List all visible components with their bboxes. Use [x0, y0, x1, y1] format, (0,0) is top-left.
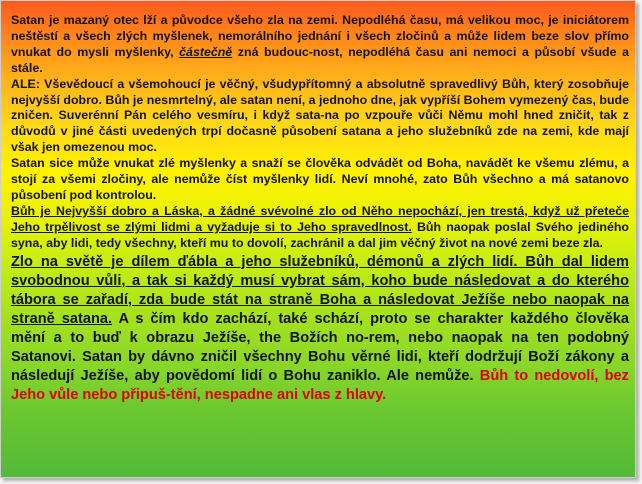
slide-text-box	[11, 13, 629, 405]
paragraph-god-love	[11, 204, 629, 252]
paragraph-thoughts: Satan sice může vnukat zlé myšlenky a snaží se člověka odvádět od Boha, navádět ke všemu zlému, a stojí za všemi zločiny, ale nemůže číst myšlenky lidí. Neví mnohé, zato Bůh všechno a má satanovo působení pod kontrolou.	[11, 156, 629, 202]
paragraph-god-love-rest: Bůh naopak poslal Svého jediného syna, aby lidi, tedy všechny, kteří mu to dovolí, zachránil a dal jim věčný život na nové zemi beze zla.	[11, 219, 630, 250]
paragraph-but-god: ALE: Vševědoucí a všemohoucí je věčný, všudypřítomný a absolutně spravedlivý Bůh, který zosobňuje nejvyšší dobro. Bůh je nesmrtelný, ale satan není, a jednoho dne, jak vypříší Bohem vymezený čas, bude zničen. Suverénní Pán celého vesmíru, i když sata-na po vzpouře vůči Němu mohl hned zničit, tak z důvodů v jiné části uvedených trpí dočasně působení satana a jeho služebníků zde na zemi, kde mají však jen omezenou moc.	[11, 76, 629, 155]
paragraph-evil-work-rest: A s čím kdo zachází, také schází, proto se charakter každého člověka mění a to buď k obrazu Ježíše, the Božích no-rem, nebo naopak na ten podobný Satanovi. Satan by dávno zničil všechny Bohu věrné lidi, kteří dodržují Boží zákony a následují Ježíše, aby povědomí lidí o Bohu zaniklo. Ale nemůže.	[11, 310, 629, 385]
emphasis-partially: částečně	[179, 44, 233, 59]
paragraph-satan-intro	[11, 13, 629, 77]
paragraph-evil-work	[11, 253, 629, 406]
paragraph-god-love-underlined: Bůh je Nejvyšší dobro a Láska, a žádné svévolné zlo od Něho nepochází, jen trestá, když už přeteče Jeho trpělivost se zlými lidmi a vyžaduje si to Jeho spravedlnost.	[11, 203, 629, 234]
paragraph-satan-intro-end: zná budouc-nost, nepodléhá času ani nemoci a působí všude a stále.	[11, 44, 629, 75]
paragraph-evil-work-underlined: Zlo na světě je dílem ďábla a jeho služebníků, démonů a zlých lidí. Bůh dal lidem svobodnou vůli, a tak si každý musí vybrat sám, koho bude následovat a do kterého tábora se zařadí, zda bude stát na straně Boha a následovat Ježíše nebo naopak na straně satana.	[11, 253, 629, 327]
paragraph-satan-intro-text: Satan je mazaný otec lží a původce všeho zla na zemi. Nepodléhá času, má velikou moc, je iniciátorem neštěstí a všech zlých myšlenek, nemorálního jednání i všech zločinů a může lidem beze slov přímo vnukat do mysli myšlenky,	[11, 13, 629, 59]
paragraph-evil-work-red: Bůh to nedovolí, bez Jeho vůle nebo připuš-tění, nespadne ani vlas z hlavy.	[11, 368, 629, 404]
